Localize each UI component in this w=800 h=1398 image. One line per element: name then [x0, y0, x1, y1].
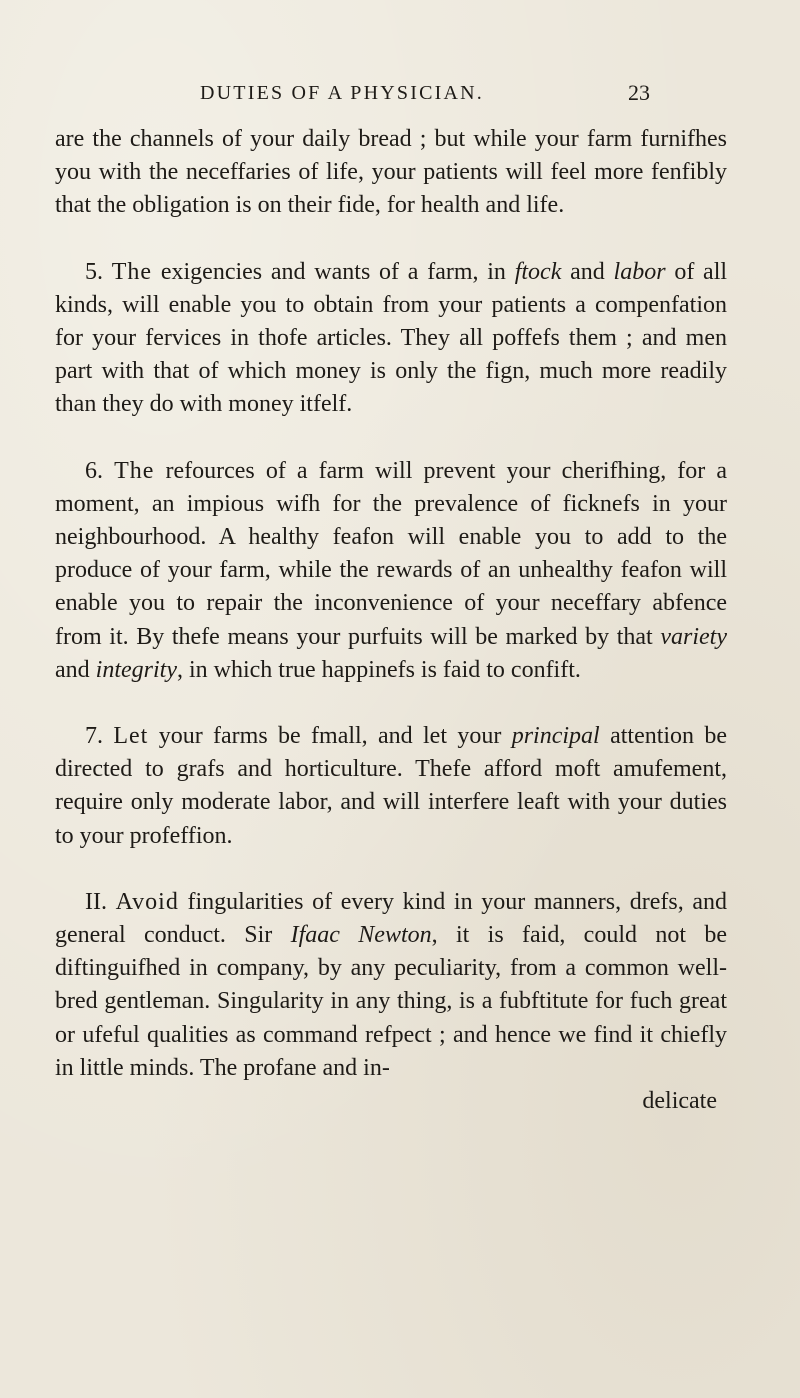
- paragraph-lead-word: Let: [113, 723, 149, 750]
- paragraph-text: of all kinds, will enable you to obtain from your patients a compenfation for your fervices in thofe articles. They all poffefs them ; and men part with that of which money is only the fign, much more readily than they do with money itfelf.: [55, 258, 728, 418]
- running-head: [0, 76, 800, 110]
- paragraph-text: attention be directed to grafs and horticulture. Thefe afford moft amufement, require only moderate labor, and will interfere leaft with your duties to your profeffion.: [55, 723, 728, 849]
- paragraph-text: fingularities of every kind in your manners, drefs, and general conduct. Sir: [55, 888, 728, 949]
- paragraph-number: 5.: [85, 258, 103, 285]
- paragraph-text: refources of a farm will prevent your cherifhing, for a moment, an impious wifh for the prevalence of ficknefs in your neighbourhood. A healthy feafon will enable you to add to the produce of your farm, while the rewards of an unhealthy feafon will enable you to repair the inconvenience of your neceffary abfence from it. By thefe means your purfuits will be marked by that: [55, 457, 728, 650]
- paragraph-6: [55, 455, 727, 687]
- page-number: 23: [628, 80, 650, 105]
- paragraph-text: , in which true happinefs is faid to confift.: [176, 656, 581, 683]
- paragraph-number: 7.: [85, 723, 103, 750]
- catchword: [55, 1085, 727, 1118]
- paragraph-text: and: [55, 656, 90, 683]
- paragraph-lead-word: The: [114, 457, 155, 484]
- paragraph-number: 6.: [85, 457, 103, 484]
- paragraph-text: your farms be fmall, and let your: [158, 723, 502, 750]
- body-text: [55, 123, 727, 1118]
- paragraph-text: , it is faid, could not be diftinguifhed in company, by any peculiarity, from a common well-bred gentleman. Singularity in any thing, is a fubftitute for fuch great or ufeful qualities as command refpect ; and hence we find it chiefly in little minds. The profane and in-: [55, 922, 727, 1081]
- italic-term: principal: [511, 723, 600, 750]
- paragraph-lead-word: Avoid: [115, 888, 179, 915]
- paragraph-lead-word: The: [111, 258, 153, 285]
- paragraph-text: and: [570, 258, 605, 285]
- paragraph-text: exigencies and wants of a farm, in: [160, 258, 506, 285]
- running-title: DUTIES OF A PHYSICIAN.: [200, 82, 484, 104]
- paragraph-text: are the channels of your daily bread ; but while your farm furnifhes you with the neceffaries of life, your patients will feel more fenfibly that the obligation is on their fide, for health and life.: [55, 126, 727, 219]
- italic-term: ftock: [514, 258, 562, 285]
- paragraph-7: [55, 720, 727, 853]
- paragraph-number: II.: [85, 888, 107, 915]
- paragraph-continued: [55, 123, 727, 223]
- italic-term: labor: [613, 258, 666, 285]
- catchword-text: delicate: [642, 1088, 717, 1115]
- paragraph-5: [55, 256, 727, 422]
- italic-term: variety: [660, 623, 727, 650]
- italic-term: integrity: [95, 656, 177, 683]
- italic-term: Ifaac Newton: [290, 922, 432, 949]
- paragraph-11: [55, 886, 727, 1085]
